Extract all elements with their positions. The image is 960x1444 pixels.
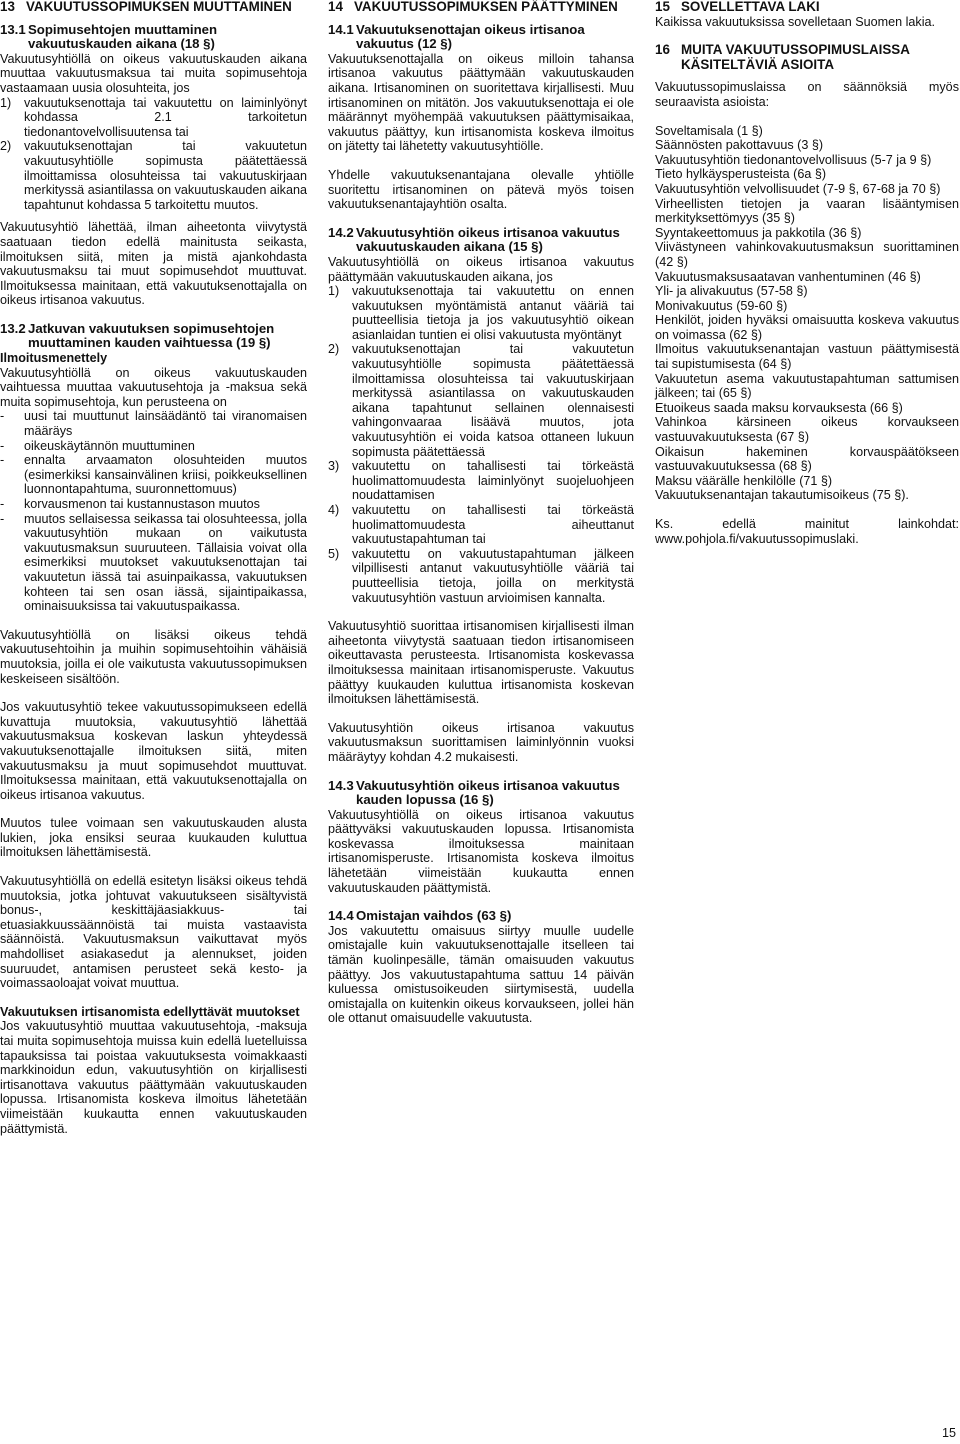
paragraph: Muutos tulee voimaan sen vakuutuskauden alusta lukien, joka ensiksi seuraa kuukauden kuluttua ilmoituksen lähettämisestä. — [0, 816, 307, 860]
list-item: Vakuutuksenantajan takautumisoikeus (75 §). — [655, 488, 909, 503]
list-item-text: vakuutuksenottajan tai vakuutetun vakuutusyhtiölle sopimusta päätettäessä ilmoittamissa olosuhteissa tai vakuutuskirjaan merkityssä asiantilassa on vakuutuskauden aikana tapahtunut sellainen olennaisesti vahingonvaaraa lisäävä muutos, jota vakuutusyhtiön ei voida katsoa ottaneen lukuun sopimusta päätettäessä — [352, 342, 634, 459]
list-item — [0, 96, 307, 140]
paragraph: Ks. edellä mainitut lainkohdat: www.pohjola.fi/vakuutussopimuslaki. — [655, 517, 959, 546]
list-item: Vakuutetun asema vakuutustapahtuman sattumisen jälkeen; tai (65 §) — [655, 371, 959, 401]
list-item-text: korvausmenon tai kustannustason muutos — [24, 497, 260, 511]
list-item — [0, 139, 307, 212]
list-item: Syyntakeettomuus ja pakkotila (36 §) — [655, 225, 862, 240]
section-13-1-heading — [0, 23, 307, 52]
column-1 — [0, 0, 307, 1136]
list-item: Virheellisten tietojen ja vaaran lisääntymisen merkityksettömyys (35 §) — [655, 196, 959, 226]
list-item: Vahinkoa kärsineen oikeus korvaukseen vastuuvakuutuksesta (67 §) — [655, 415, 959, 445]
numbered-list — [0, 96, 307, 213]
section-15-heading — [655, 0, 959, 15]
list-marker: - — [0, 453, 5, 468]
paragraph: Vakuutusyhtiöllä on oikeus irtisanoa vakuutus päättyväksi vakuutuskauden lopussa. Irtisanomista koskevassa ilmoituksessa mainitaan irtisanomisperuste. Irtisanomista koskeva ilmoitus lähetetään viimeistään kuukautta ennen vakuutuskauden päättymistä. — [328, 807, 634, 895]
paragraph: Vakuutusyhtiö lähettää, ilman aiheetonta viivytystä saatuaan tiedon edellä mainitusta seikasta, ilmoituksen siitä, miten ja mistä ajankohdasta vakuutusmaksu tai muut sopimusehdot muuttuvat. Ilmoituksessa mainitaan, että vakuutuksenottajalla on oikeus irtisanoa vakuutus. — [0, 220, 307, 308]
section-14-2-heading — [328, 226, 634, 255]
list-item-text: vakuutuksenottajan tai vakuutetun vakuutusyhtiölle sopimusta päätettäessä ilmoittamissa olosuhteissa tai vakuutuskirjaan merkityssä asiantilassa on vakuutuskauden aikana tapahtunut kohdassa 5 tarkoitettu muutos. — [24, 139, 307, 212]
topic-list — [655, 124, 959, 503]
page-number: 15 — [941, 1426, 956, 1440]
paragraph: Jos vakuutusyhtiö tekee vakuutussopimukseen edellä kuvattuja muutoksia, vakuutusyhtiö lähettää vakuutusmaksua koskevan laskun yhteydessä vakuutuksenottajalle ilmoituksen siitä, miten vakuutusmaksu ja muut sopimusehdot muuttuvat. Ilmoituksessa mainitaan, että vakuutuksenottajalla on oikeus irtisanoa vakuutus. — [0, 700, 307, 802]
list-item: Vakuutusyhtiön velvollisuudet (7-9 §, 67-68 ja 70 §) — [655, 181, 941, 196]
list-item — [328, 503, 634, 547]
list-item — [0, 453, 307, 497]
list-item-text: vakuutettu on tahallisesti tai törkeästä huolimattomuudesta aiheuttanut vakuutustapahtuman tai — [352, 503, 634, 547]
list-item — [328, 284, 634, 342]
section-number: 14 — [328, 0, 343, 14]
section-title: SOVELLETTAVA LAKI — [681, 0, 820, 14]
list-item-text: vakuutuksenottaja tai vakuutettu on laiminlyönyt kohdassa 2.1 tarkoitetun tiedonantovelvollisuutensa tai — [24, 95, 307, 139]
paragraph: Vakuutusyhtiöllä on oikeus irtisanoa vakuutus päättymään vakuutuskauden aikana, jos — [328, 254, 634, 284]
paragraph: Vakuutusyhtiöllä on oikeus vakuutuskauden aikana muuttaa vakuutusmaksua tai muita sopimusehtoja vastaamaan uusia olosuhteita, jos — [0, 51, 307, 95]
section-14-4-heading — [328, 909, 634, 924]
section-number: 14.1 — [328, 21, 354, 37]
section-title: Vakuutuksenottajan oikeus irtisanoa vakuutus (12 §) — [356, 21, 585, 52]
section-14-heading — [328, 0, 634, 15]
list-item-text: uusi tai muuttunut lainsäädäntö tai viranomaisen määräys — [24, 409, 307, 439]
list-marker: - — [0, 409, 5, 424]
subheading: Vakuutuksen irtisanomista edellyttävät muutokset — [0, 1004, 300, 1019]
list-marker: 1) — [328, 284, 340, 299]
section-title: Omistajan vaihdos (63 §) — [356, 908, 512, 924]
section-number: 14.4 — [328, 908, 354, 924]
list-item: Vakuutusmaksusaatavan vanhentuminen (46 §) — [655, 269, 921, 284]
section-title: Vakuutusyhtiön oikeus irtisanoa vakuutus vakuutuskauden aikana (15 §) — [356, 224, 620, 255]
list-marker: 2) — [0, 139, 12, 154]
list-item: Maksu väärälle henkilölle (71 §) — [655, 473, 833, 488]
column-2 — [328, 0, 634, 1026]
section-title: VAKUUTUSSOPIMUKSEN MUUTTAMINEN — [26, 0, 292, 14]
paragraph: Vakuutusyhtiöllä on oikeus vakuutuskauden vaihtuessa muuttaa vakuutusehtoja ja -maksua sekä muita sopimusehtoja, kun perusteena on — [0, 365, 307, 409]
section-number: 13.1 — [0, 21, 26, 37]
list-marker: 4) — [328, 503, 340, 517]
list-marker: - — [0, 511, 5, 526]
paragraph: Jos vakuutusyhtiö muuttaa vakuutusehtoja, -maksuja tai muita sopimusehtoja muissa kuin edellä luetelluissa tapauksissa tai poistaa vakuutuksesta voimakkaasti markkinoidun edun, vakuutusyhtiön on kirjallisesti irtisanottava vakuutus päättymään vakuutuskauden lopussa. Irtisanomista koskeva ilmoitus lähetetään viimeistään kuukautta ennen vakuutuskauden päättymistä. — [0, 1019, 307, 1136]
paragraph: Kaikissa vakuutuksissa sovelletaan Suomen lakia. — [655, 14, 936, 29]
column-3 — [655, 0, 959, 546]
section-title: Sopimusehtojen muuttaminen vakuutuskauden aikana (18 §) — [28, 21, 218, 52]
section-13-2-heading — [0, 322, 307, 351]
section-13-heading — [0, 0, 307, 15]
section-number: 14.2 — [328, 224, 354, 240]
paragraph: Vakuutussopimuslaissa on säännöksiä myös seuraavista asioista: — [655, 80, 959, 109]
paragraph: Vakuutusyhtiön oikeus irtisanoa vakuutus vakuutusmaksun suorittamisen laiminlyönnin vuoksi määräytyy kohdan 4.2 mukaisesti. — [328, 720, 634, 764]
section-title: MUITA VAKUUTUSSOPIMUSLAISSA KÄSITELTÄVIÄ ASIOITA — [681, 42, 910, 72]
list-item: Ilmoitus vakuutuksenantajan vastuun päättymisestä tai supistumisesta (64 §) — [655, 342, 959, 372]
list-item-text: vakuutettu on tahallisesti tai törkeästä huolimattomuudesta laiminlyönyt suojeluohjeen noudattamisen — [352, 459, 634, 503]
list-item: Soveltamisala (1 §) — [655, 123, 763, 138]
list-item — [0, 497, 307, 512]
list-item: Etuoikeus saada maksu korvauksesta (66 §) — [655, 400, 903, 415]
paragraph: Vakuutusyhtiöllä on lisäksi oikeus tehdä vakuutusehtoihin ja muihin sopimusehtoihin vähäisiä muutoksia, joilla ei ole vaikutusta vakuutussopimuksen keskeiseen sisältöön. — [0, 627, 307, 686]
section-title: VAKUUTUSSOPIMUKSEN PÄÄTTYMINEN — [354, 0, 618, 14]
list-item: Viivästyneen vahinkovakuutusmaksun suorittaminen (42 §) — [655, 240, 959, 269]
list-item-text: muutos sellaisessa seikassa tai olosuhteessa, jolla vakuutusyhtiön mukaan on vaikutusta vakuutusmaksun suuruuteen. Tällaisia voivat olla esimerkiksi muutokset vakuutuksenottajan tai vakuutetun iässä tai asuinpaikassa, vakuutuksen kohteen tai sen osan iässä, sijaintipaikassa, ominaisuuksissa tai vakuutuspaikassa. — [24, 511, 307, 614]
list-marker: - — [0, 497, 5, 511]
list-item: Vakuutusyhtiön tiedonantovelvollisuus (5-7 ja 9 §) — [655, 152, 932, 167]
section-number: 14.3 — [328, 777, 354, 793]
paragraph: Yhdelle vakuutuksenantajana olevalle yhtiölle suoritettu irtisanominen on pätevä myös toisen vakuutuksenantajayhtiön osalta. — [328, 167, 634, 212]
list-item: Henkilöt, joiden hyväksi omaisuutta koskeva vakuutus on voimassa (62 §) — [655, 313, 959, 342]
list-item — [328, 342, 634, 459]
list-item: Oikaisun hakeminen korvauspäätökseen vastuuvakuutuksessa (68 §) — [655, 444, 959, 474]
section-14-1-heading — [328, 23, 634, 52]
list-item — [0, 409, 307, 438]
section-14-3-heading — [328, 779, 634, 808]
list-item — [0, 439, 307, 454]
section-number: 15 — [655, 0, 670, 14]
list-item: Tieto hylkäysperusteista (6a §) — [655, 167, 827, 182]
section-number: 13.2 — [0, 320, 26, 336]
list-item-text: vakuutettu on vakuutustapahtuman jälkeen vilpillisesti antanut vakuutusyhtiölle vääriä tai puutteellisia tietoja, joilla on merkitystä vakuutusyhtiön vastuun arvioimisen kannalta. — [352, 546, 634, 605]
list-item-text: ennalta arvaamaton olosuhteiden muutos (esimerkiksi kansainvälinen kriisi, poikkeuksellinen luonnontapahtuma, suuronnettomuus) — [24, 453, 307, 497]
dash-list — [0, 409, 307, 613]
list-marker: 5) — [328, 546, 340, 561]
paragraph: Vakuutuksenottajalla on oikeus milloin tahansa irtisanoa vakuutus päättymään vakuutuskauden aikana. Irtisanominen on suoritettava kirjallisesti. Muu irtisanominen on mitätön. Jos vakuutuksenottaja ei ole määrännyt myöhempää vakuutuksen päättymisaikaa, vakuutus päättyy, kun irtisanomista koskeva ilmoitus on jätetty tai lähetetty vakuutusyhtiölle. — [328, 51, 634, 154]
list-item-text: oikeuskäytännön muuttuminen — [24, 438, 195, 453]
section-number: 13 — [0, 0, 15, 14]
list-item: Monivakuutus (59-60 §) — [655, 298, 788, 313]
list-marker: 2) — [328, 342, 340, 357]
paragraph: Jos vakuutettu omaisuus siirtyy muulle uudelle omistajalle kuin vakuutuksenottajalle itselleen tai tämän kuolinpesälle, tämän omaisuuden vakuutus päättyy. Jos vakuutustapahtuma sattuu 14 päivän kuluessa omistusoikeuden siirtymisestä, uudella omistajalla on kuitenkin oikeus korvaukseen, jollei hän ole ottanut omaisuudelle vakuutusta. — [328, 923, 634, 1026]
paragraph: Vakuutusyhtiö suorittaa irtisanomisen kirjallisesti ilman aiheetonta viivytystä saatuaan tiedon irtisanomiseen oikeuttavasta perusteesta. Irtisanomista koskevassa ilmoituksessa mainitaan irtisanomisperuste. Vakuutus päättyy kuukauden kuluttua irtisanomista koskevan ilmoituksen lähettämisestä. — [328, 619, 634, 707]
list-marker: - — [0, 438, 5, 453]
list-item — [328, 459, 634, 503]
list-item: Yli- ja alivakuutus (57-58 §) — [655, 284, 808, 299]
list-item — [0, 512, 307, 614]
section-title: Vakuutusyhtiön oikeus irtisanoa vakuutus kauden lopussa (16 §) — [356, 777, 620, 808]
list-item: Säännösten pakottavuus (3 §) — [655, 138, 824, 153]
section-number: 16 — [655, 42, 670, 58]
section-title: Jatkuvan vakuutuksen sopimusehtojen muuttaminen kauden vaihtuessa (19 §) — [28, 320, 275, 351]
paragraph: Vakuutusyhtiöllä on edellä esitetyn lisäksi oikeus tehdä muutoksia, jotka johtuvat vakuutukseen sisältyvistä bonus-, keskittäjäasiakkuus- tai etuasiakkuussäännöistä tai muista vastaavista säännöistä. Vakuutusmaksun vaikuttavat myös mahdolliset asiakasedut ja alennukset, joiden suuruudet, antamisen perusteet sekä kesto- ja voimassaoloajat voivat muuttua. — [0, 874, 307, 991]
list-marker: 1) — [0, 95, 12, 110]
list-item — [328, 547, 634, 605]
list-marker: 3) — [328, 459, 340, 474]
list-item-text: vakuutuksenottaja tai vakuutettu on ennen vakuutuksen myöntämistä antanut vääriä tai puutteellisia tietoja ja jos vakuutusyhtiö oikean asianlaidan tuntien ei olisi vakuutusta myöntänyt — [352, 284, 634, 342]
subheading: Ilmoitusmenettely — [0, 351, 108, 366]
numbered-list — [328, 284, 634, 605]
section-16-heading — [655, 43, 959, 72]
